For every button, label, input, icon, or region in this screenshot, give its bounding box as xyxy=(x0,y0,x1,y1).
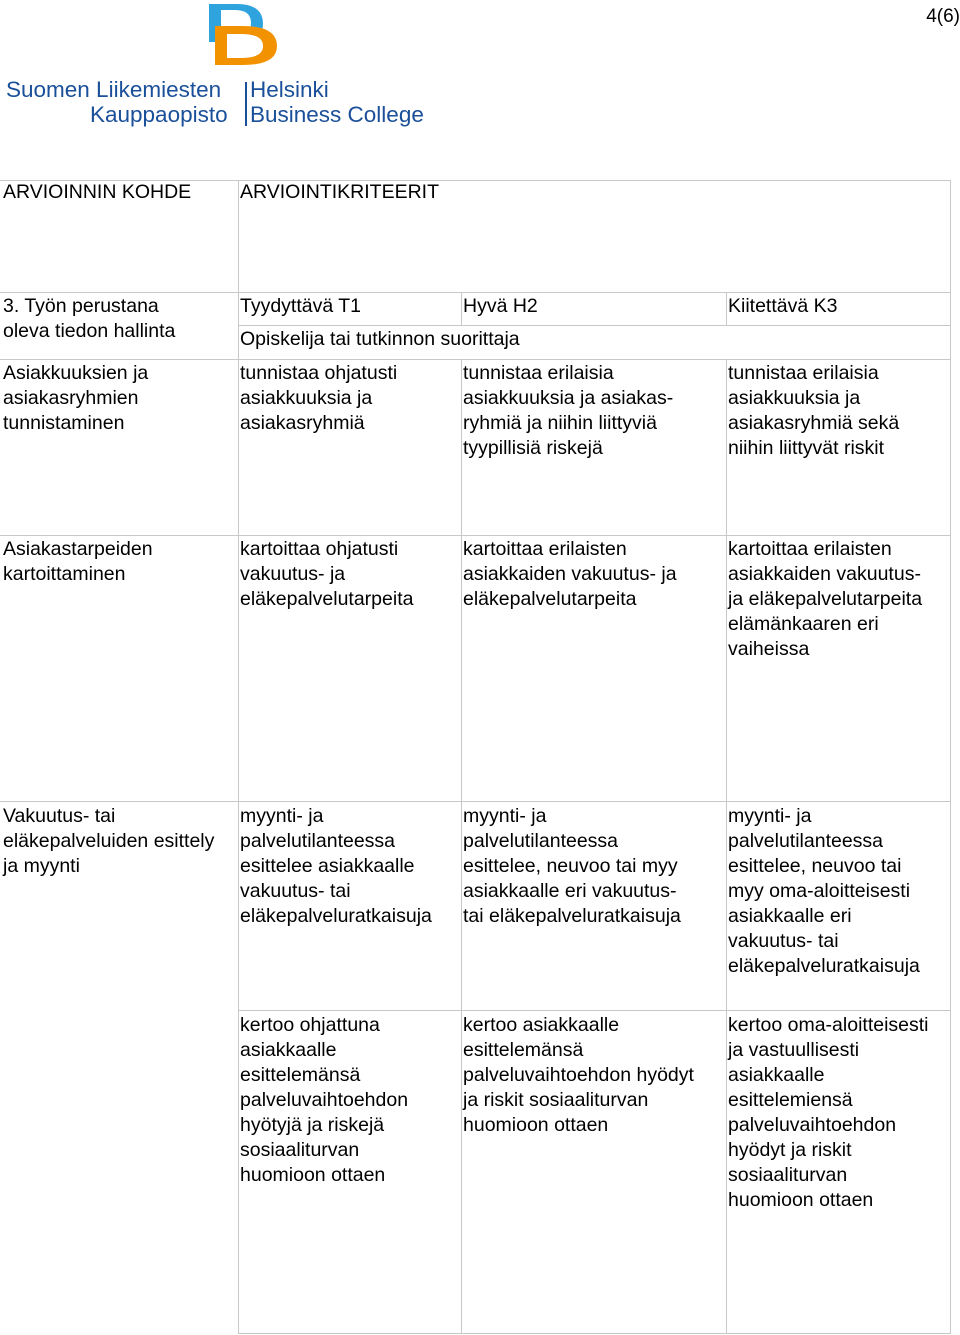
row-criterion-h2: tunnistaa erilaisia asiakkuuksia ja asiakas- ryhmiä ja niihin liittyviä tyypillisiä riskejä xyxy=(463,362,674,459)
section-title: 3. Työn perustana oleva tiedon hallinta xyxy=(3,295,176,342)
page-number: 4(6) xyxy=(926,6,960,27)
header-assessment-target: ARVIOINNIN KOHDE xyxy=(3,181,192,203)
table-rule xyxy=(0,292,951,293)
logo-text-line1-right: Helsinki xyxy=(250,77,329,102)
row-target: Asiakkuuksien ja asiakasryhmien tunnistaminen xyxy=(3,362,149,434)
subject-label: Opiskelija tai tutkinnon suorittaja xyxy=(240,328,520,350)
table-rule xyxy=(726,292,727,325)
table-rule xyxy=(950,180,951,1334)
table-rule xyxy=(0,535,951,536)
row-criterion-h2: kertoo asiakkaalle esittelemänsä palveluvaihtoehdon hyödyt ja riskit sosiaaliturvan huomioon ottaen xyxy=(463,1014,694,1136)
level-h2-heading: Hyvä H2 xyxy=(463,295,538,317)
row-criterion-h2: kartoittaa erilaisten asiakkaiden vakuutus- ja eläkepalvelutarpeita xyxy=(463,538,677,610)
table-rule xyxy=(0,801,951,802)
row-target: Asiakastarpeiden kartoittaminen xyxy=(3,538,153,585)
level-k3-heading: Kiitettävä K3 xyxy=(728,295,838,317)
row-target: Vakuutus- tai eläkepalveluiden esittely ja myynti xyxy=(3,805,215,877)
table-rule xyxy=(461,359,462,1334)
row-criterion-t1: kertoo ohjattuna asiakkaalle esittelemänsä palveluvaihtoehdon hyötyjä ja riskejä sosiaaliturvan huomioon ottaen xyxy=(240,1014,409,1186)
row-criterion-h2: myynti- ja palvelutilanteessa esittelee, neuvoo tai myy asiakkaalle eri vakuutus- tai eläkepalveluratkaisuja xyxy=(463,805,681,927)
row-criterion-t1: myynti- ja palvelutilanteessa esittelee asiakkaalle vakuutus- tai eläkepalveluratkaisuja xyxy=(240,805,432,927)
logo-text-line2-left: Kauppaopisto xyxy=(90,102,228,127)
table-rule xyxy=(726,359,727,1334)
row-criterion-k3: tunnistaa erilaisia asiakkuuksia ja asiakasryhmiä sekä niihin liittyvät riskit xyxy=(728,362,900,459)
row-criterion-t1: tunnistaa ohjatusti asiakkuuksia ja asiakasryhmiä xyxy=(240,362,398,434)
header-assessment-criteria: ARVIOINTIKRITEERIT xyxy=(240,181,439,203)
row-criterion-k3: myynti- ja palvelutilanteessa esittelee, neuvoo tai myy oma-aloitteisesti asiakkaalle eri vakuutus- tai eläkepalveluratkaisuja xyxy=(728,805,920,977)
level-t1-heading: Tyydyttävä T1 xyxy=(240,295,362,317)
logo-text-line1-left: Suomen Liikemiesten xyxy=(6,77,222,102)
table-rule xyxy=(238,180,239,1334)
row-criterion-t1: kartoittaa ohjatusti vakuutus- ja eläkepalvelutarpeita xyxy=(240,538,414,610)
row-criterion-k3: kertoo oma-aloitteisesti ja vastuullisesti asiakkaalle esittelemiensä palveluvaihtoehdon hyödyt ja riskit sosiaaliturvan huomioon ottaen xyxy=(728,1014,929,1211)
table-rule xyxy=(461,292,462,325)
table-rule xyxy=(238,325,951,326)
table-rule xyxy=(0,359,951,360)
table-rule xyxy=(238,1333,951,1334)
logo-text-line2-right: Business College xyxy=(250,102,424,127)
row-criterion-k3: kartoittaa erilaisten asiakkaiden vakuutus- ja eläkepalvelutarpeita elämänkaaren eri vaiheissa xyxy=(728,538,923,660)
table-rule xyxy=(238,1010,951,1011)
